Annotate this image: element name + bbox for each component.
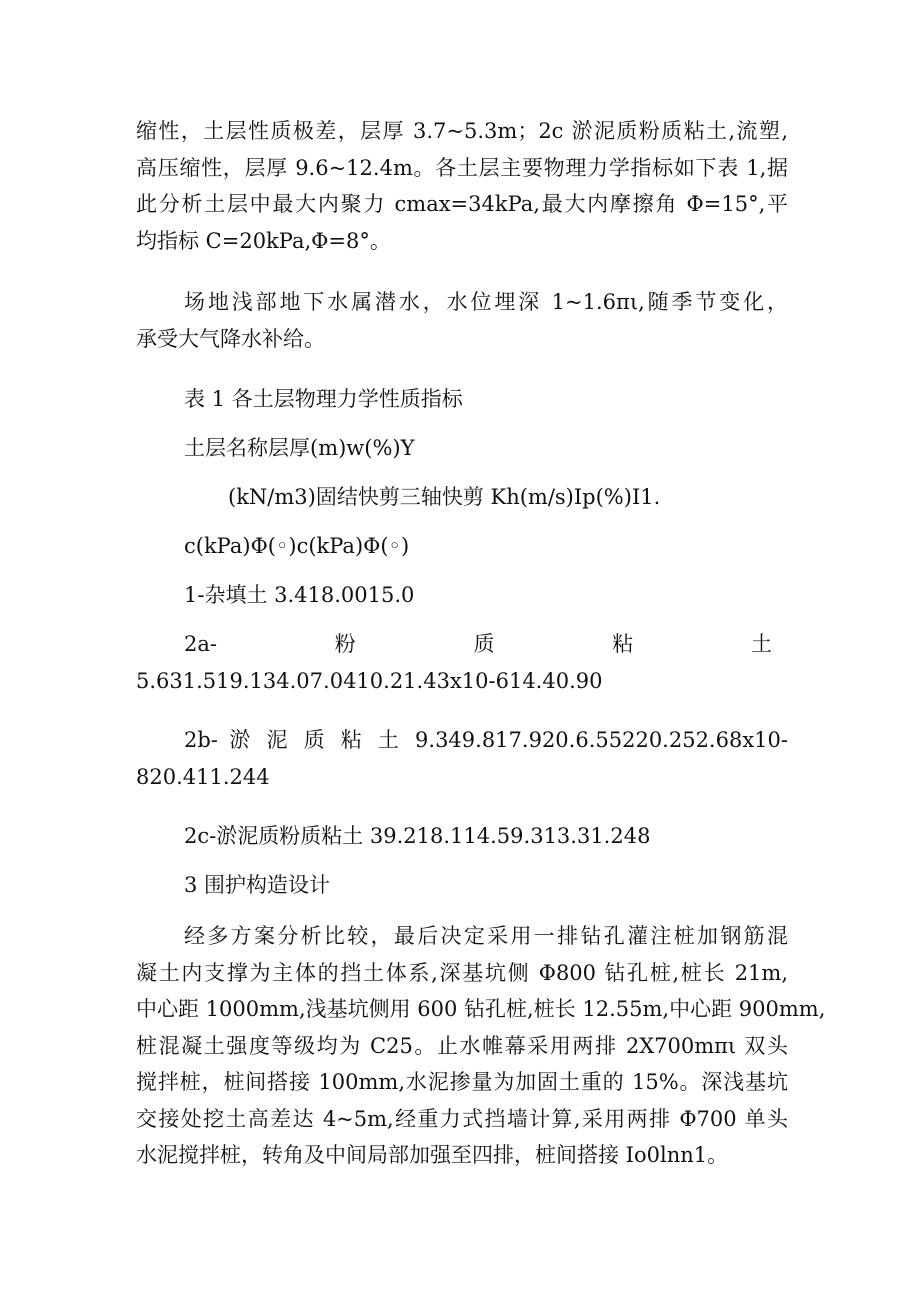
word: 土 <box>750 632 772 656</box>
text-line: 交接处挖土高差达 4~5m,经重力式挡墙计算,采用两排 Φ700 单头 <box>136 1106 788 1131</box>
table-row-3 <box>136 722 788 795</box>
section-heading <box>136 867 788 904</box>
table-header: (kN/m3)固结快剪三轴快剪 Kh(m/s)Ip(%)I1. <box>228 485 661 509</box>
table-header-line-3 <box>136 528 788 565</box>
text-line: 场地浅部地下水属潜水，水位埋深 1~1.6πι,随季节变化， <box>184 290 788 314</box>
text-line: 搅拌桩，桩间搭接 100mm,水泥掺量为加固土重的 15%。深浅基坑 <box>136 1070 788 1094</box>
text-line: 承受大气降水补给。 <box>136 326 325 351</box>
table-row: 2c-淤泥质粉质粘土 39.218.114.59.313.31.248 <box>184 824 651 848</box>
text-line: 高压缩性，层厚 9.6~12.4m。各土层主要物理力学指标如下表 1,据 <box>136 155 788 180</box>
word: 粉 <box>334 632 356 656</box>
table-row: 1-杂填土 3.418.0015.0 <box>184 583 415 607</box>
paragraph-retaining-design <box>136 918 826 1174</box>
word: 粘 <box>612 632 634 656</box>
text-line: 桩混凝土强度等级均为 C25。止水帷幕采用两排 2X700mπι 双头 <box>136 1033 788 1058</box>
table-title <box>136 381 788 418</box>
text-line: 经多方案分析比较，最后决定采用一排钻孔灌注桩加钢筋混 <box>184 924 788 948</box>
text-line: 缩性，土层性质极差，层厚 3.7~5.3m；2c 淤泥质粉质粘土,流塑, <box>136 119 788 143</box>
text-line: 此分析土层中最大内聚力 cmax=34kPa,最大内摩擦角 Φ=15°,平 <box>136 192 788 216</box>
table-row: 820.411.244 <box>136 764 270 789</box>
table-row-2 <box>136 626 788 699</box>
text-line: 中心距 1000mm,浅基坑侧用 600 钻孔桩,桩长 12.55m,中心距 900mm, <box>136 997 826 1021</box>
text-line: 均指标 C=20kPa,Φ=8°。 <box>136 228 391 253</box>
word: 质 <box>473 632 495 656</box>
table-header: 土层名称层厚(m)w(%)Y <box>184 436 415 460</box>
table-row-words <box>136 626 788 663</box>
table-row-4 <box>136 818 788 855</box>
table-row-1 <box>136 577 788 614</box>
table-header: c(kPa)Φ(◦)c(kPa)Φ(◦) <box>184 534 410 558</box>
text-line: 水泥搅拌桩，转角及中间局部加强至四排，桩间搭接 Io0lnn1。 <box>136 1143 729 1167</box>
section-title: 3 围护构造设计 <box>184 873 331 897</box>
text-line: 凝土内支撑为主体的挡土体系,深基坑侧 Φ800 钻孔桩,桩长 21m, <box>136 960 788 985</box>
paragraph-groundwater <box>136 284 788 357</box>
table-caption: 表 1 各土层物理力学性质指标 <box>184 387 463 411</box>
table-row: 5.631.519.134.07.0410.21.43x10-614.40.90 <box>136 668 603 693</box>
table-header-line-2 <box>136 479 788 516</box>
table-header-line-1 <box>136 430 788 467</box>
table-row: 2b- 淤 泥 质 粘 土 9.349.817.920.6.55220.252.68x10- <box>184 728 788 752</box>
word: 2a- <box>184 632 217 656</box>
paragraph-soil-layers <box>136 113 788 259</box>
